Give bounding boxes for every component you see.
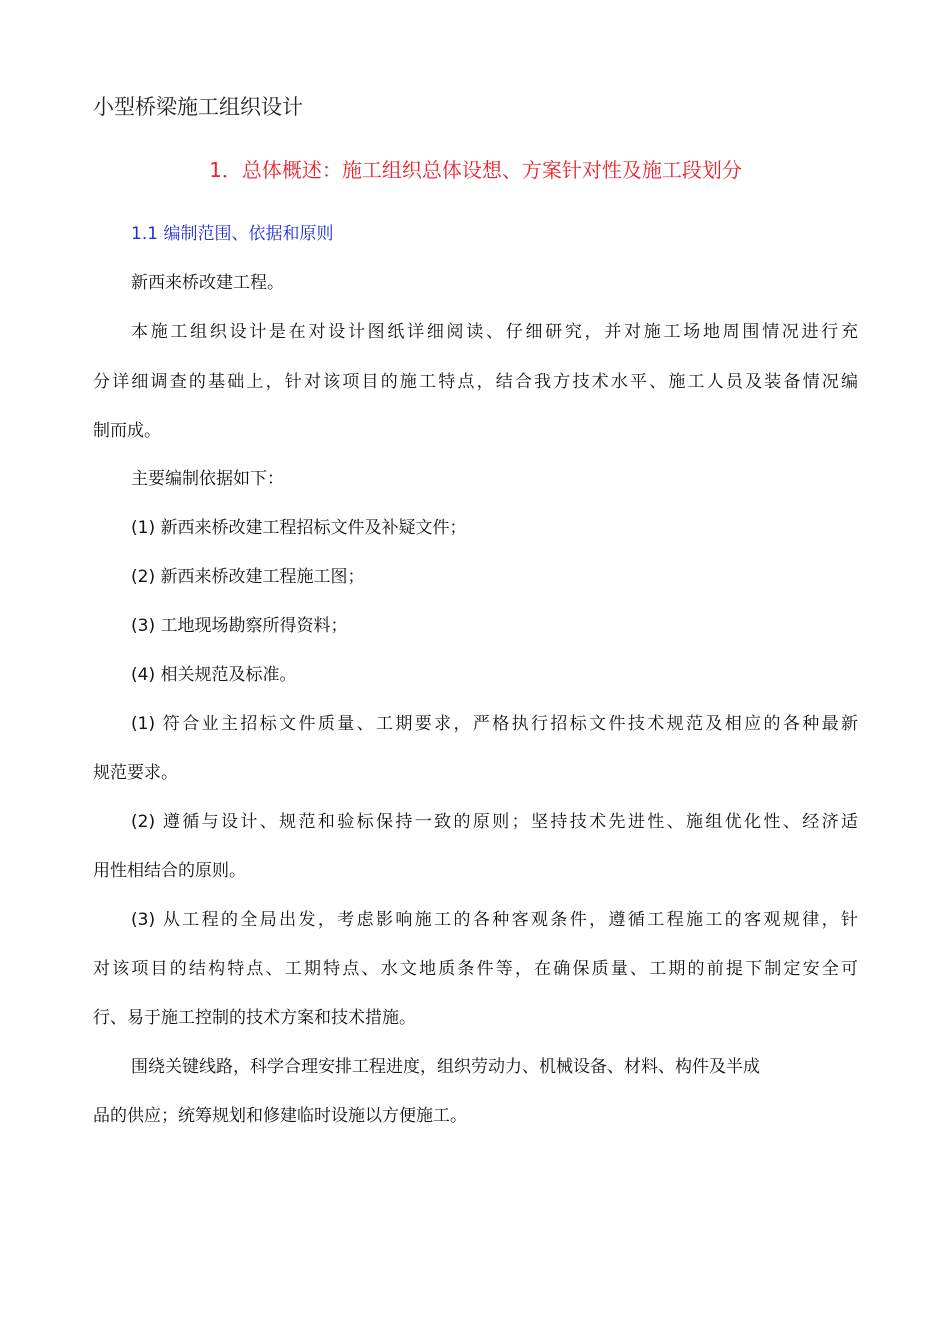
principle-item-line: (3) 从工程的全局出发，考虑影响施工的各种客观条件，遵循工程施工的客观规律，针 [131,910,858,930]
intro-paragraph-line: 本施工组织设计是在对设计图纸详细阅读、仔细研究，并对施工场地周围情况进行充 [131,322,858,342]
principle-item-line: (1) 符合业主招标文件质量、工期要求，严格执行招标文件技术规范及相应的各种最新 [131,714,858,734]
basis-heading: 主要编制依据如下： [131,469,284,489]
scope-paragraph: 新西来桥改建工程。 [131,273,284,293]
principle-item-line: 用性相结合的原则。 [93,861,246,881]
basis-item: (2) 新西来桥改建工程施工图； [131,567,365,587]
subsection-heading: 1.1 编制范围、依据和原则 [131,224,334,244]
section-heading: 1．总体概述：施工组织总体设想、方案针对性及施工段划分 [209,158,742,182]
document-title: 小型桥梁施工组织设计 [93,95,303,119]
basis-item: (3) 工地现场勘察所得资料； [131,616,348,636]
intro-paragraph-line: 制而成。 [93,421,161,441]
principle-item-line: 规范要求。 [93,763,178,783]
principle-item-line: 行、易于施工控制的技术方案和技术措施。 [93,1008,416,1028]
intro-paragraph-line: 分详细调查的基础上，针对该项目的施工特点，结合我方技术水平、施工人员及装备情况编 [93,372,858,392]
basis-item: (4) 相关规范及标准。 [131,665,297,685]
schedule-paragraph-line: 围绕关键线路，科学合理安排工程进度，组织劳动力、机械设备、材料、构件及半成 [131,1057,760,1077]
principle-item-line: 对该项目的结构特点、工期特点、水文地质条件等，在确保质量、工期的前提下制定安全可 [93,959,858,979]
principle-item-line: (2) 遵循与设计、规范和验标保持一致的原则；坚持技术先进性、施组优化性、经济适 [131,812,858,832]
schedule-paragraph-line: 品的供应；统筹规划和修建临时设施以方便施工。 [93,1106,467,1126]
basis-item: (1) 新西来桥改建工程招标文件及补疑文件； [131,518,467,538]
